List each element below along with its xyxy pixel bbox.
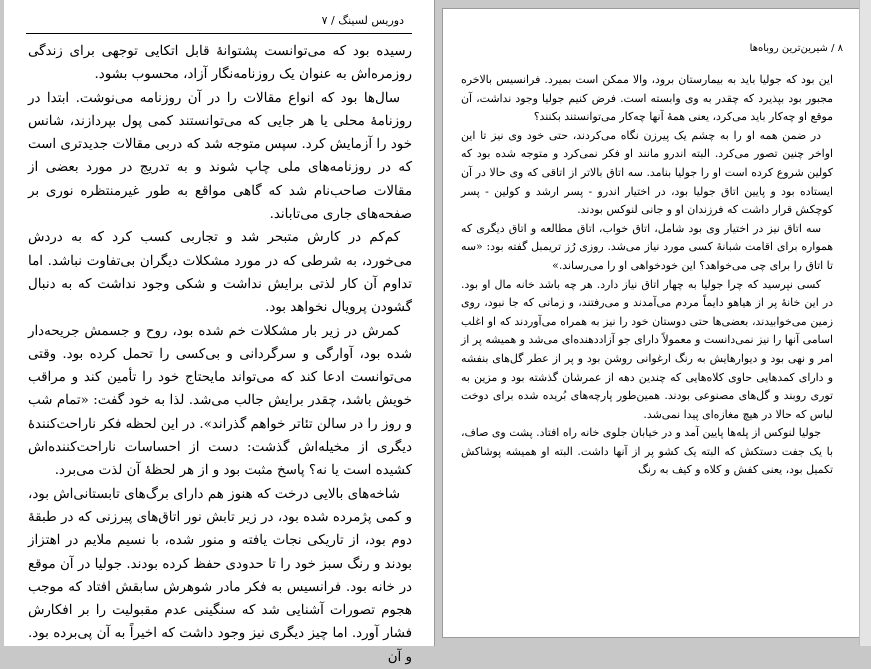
- right-page: [442, 8, 860, 638]
- running-header-left: دوریس لسینگ / ۷: [321, 14, 404, 27]
- viewer-scrollbar[interactable]: [859, 0, 871, 646]
- running-header-right: ۸ / شیرین‌ترین روباه‌ها: [749, 43, 843, 54]
- left-page-body: [28, 40, 412, 669]
- paragraph: کمرش در زیر بار مشکلات خم شده بود، روح و جسمش جریحه‌دار شده بود، آوارگی و سرگردانی و بی‌کسی را تحمل کرده بود. وقتی می‌توانست ادعا کند که می‌تواند مایحتاج خود را تأمین کند و مراقب خویش باشد، چقدر برایش جالب می‌شد. لذا به خود گفت: «تمام شب و روز را در سالن تئاتر خواهم گذراند». در این لحظه فکر ناراحت‌کنندهٔ دیگری از مخیله‌اش گذشت: دست از احساسات ناراحت‌کننده‌اش کشیده است یا نه؟ پاسخ مثبت بود و از هر لحظهٔ آن لذت می‌برد.: [28, 323, 412, 479]
- paragraph: کم‌کم در کارش متبحر شد و تجاربی کسب کرد که به دردش می‌خورد، به شرطی که در مورد مشکلات دیگران بی‌تفاوت نباشد. اما تداوم آن کار لذتی برایش نداشت و شکی وجود نداشت که به دنبال گشودن پرویال نخواهد بود.: [28, 230, 412, 316]
- paragraph: سه اتاق نیز در اختیار وی بود شامل، اتاق خواب، اتاق مطالعه و اتاق دیگری که همواره برای اقامت شبانهٔ کسی مورد نیاز می‌شد. روزی رُز تریمبل گفته بود: «سه تا اتاق را برای چی می‌خواهد؟ این خودخواهی او را می‌رساند.»: [461, 221, 833, 272]
- paragraph: جولیا لنوکس از پله‌ها پایین آمد و در خیابان جلوی خانه راه افتاد. پشت وی صاف، با یک جفت دستکش که البته یک کشو پر از آنها داشت. البته او همیشه پوشاکش تکمیل بود، یعنی کفش و کلاه و کیف به رنگ: [461, 426, 833, 477]
- paragraph: سال‌ها بود که انواع مقالات را در آن روزنامه می‌نوشت. ابتدا در روزنامهٔ محلی یا هر جایی که می‌توانستند کمی پول بپردازند، شانس خود را آزمایش کرد. سپس متوجه شد که دربی مقالات جدیدتری است که در روزنامه‌های ملی چاپ شوند و به تدریج در مورد بعضی از مقالات صاحب‌نام شد که گاهی مواقع به طور غیرمنتظره نوری بر صفحه‌های جاری می‌تاباند.: [28, 90, 412, 223]
- right-page-body: [461, 71, 833, 480]
- header-rule: [26, 33, 412, 34]
- left-page: [4, 0, 435, 665]
- paragraph: کسی نپرسید که چرا جولیا به چهار اتاق نیاز دارد. هر چه باشد خانه مال او بود. در این خانهٔ پر از هیاهو دایماً مردم می‌آمدند و می‌رفتند، و زمانی که جا نبود، روی زمین می‌خوابیدند، بعضی‌ها حتی دوستان خود را نیز به همراه می‌آوردند که او اغلب اسامی آنها را نیز نمی‌دانست و معمولاً دارای جو آزاددهنده‌ای می‌شد و همیشه پر از امر و نهی بود و دیوارهایش به رنگ ارغوانی روشن بود و پر از عطر گل‌های بنفشه و دارای کمدهایی حاوی کلاه‌هایی که چندین دهه از عمرشان گذشته بود و مزین به توری روبند و گل‌های مصنوعی بودند. همین‌طور پارچه‌های بُریده شده برای دوخت لباس که حالا در هیچ مغازه‌ای پیدا نمی‌شد.: [461, 277, 833, 421]
- paragraph: این بود که جولیا باید به بیمارستان برود، والا ممکن است بمیرد. فرانسیس بالاخره مجبور بود بپذیرد که چقدر به وی وابسته است. فرض کنیم جولیا وجود نداشت، آن موقع او چه‌کار باید می‌کرد، یعنی همهٔ آنها چه‌کار می‌توانستند بکنند؟: [461, 73, 833, 124]
- paragraph: رسیده بود که می‌توانست پشتوانهٔ قابل اتکایی توجهی برای زندگی روزمره‌اش به عنوان یک روزنامه‌نگار آزاد، محسوب بشود.: [28, 44, 412, 83]
- paragraph: شاخه‌های بالایی درخت که هنوز هم دارای برگ‌های تابستانی‌اش بود، و کمی پژمرده شده بود، در زیر تابش نور اتاق‌های پیرزنی که در طبقهٔ دوم بود، از تاریکی نجات یافته و منور شده، با نسیم ملایم در اهتزاز بودند و رنگ سبز خود را تا حدودی حفظ کرده بودند. جولیا در آن موقع در خانه بود. فرانسیس به فکر مادر شوهرش سابقش افتاد که موجب هجوم تصورات آشنایی شد که سنگینی عدم مقبولیت را بر افکارش فشار آورد. اما چیز دیگری نیز وجود داشت که اخیراً به آن پی‌برده بود. و آن: [28, 486, 412, 665]
- paragraph: در ضمن همه او را به چشم یک پیرزن نگاه می‌کردند، حتی خود وی نیز تا این اواخر چنین تصور می‌کرد. البته اندرو مانند او فکر نمی‌کرد و متوجه شده بود که کولین شروع کرده است او را جولیا بنامد. سه اتاق بالاتر از اتاقی که وی حالا در آن ایستاده بود و پایین اتاق جولیا بود، در اختیار اندرو - پسر ارشد و کولین - پسر کوچکش قرار داشت که فرزندان او و جانی لنوکس بودند.: [461, 128, 833, 217]
